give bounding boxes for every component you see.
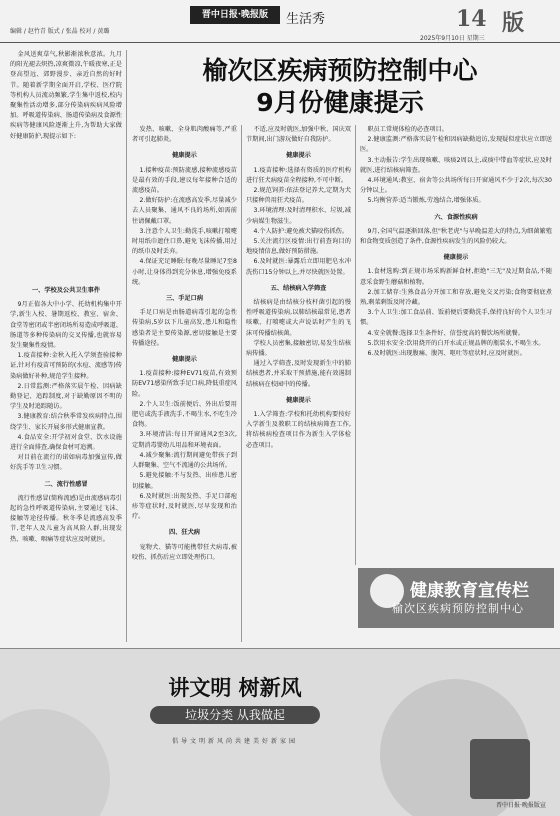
poster-credit: 晋中日报·晚报版宣 — [496, 802, 546, 809]
paragraph: 6.及时就医:出现腹痛、腹泻、呕吐等症状时,应及时就医。 — [367, 350, 526, 358]
promo-title: 健康教育宣传栏 — [410, 581, 529, 601]
subheading: 健康提示 — [286, 396, 311, 404]
paragraph: 6.及时就医:出现发热、手足口部疱疹等症状时,及时就医,尽早发现和治疗。 — [132, 492, 237, 521]
section-heading: 四、狂犬病 — [169, 529, 200, 537]
paragraph: 不适,应及时就医,加强中秋、国庆双节期间,出门游玩做好自我防护。 — [246, 126, 351, 144]
paragraph: 2.规范饲养:依法登记养犬,定期为犬只接种兽用狂犬疫苗。 — [246, 187, 351, 205]
paragraph: 4.环境通风:教室、宿舍等公共场所每日开窗通风不少于2次,每次30分钟以上。 — [360, 177, 552, 195]
paragraph: 结核病是由结核分枝杆菌引起的慢性呼吸道传染病,以肺结核最常见,患者咳嗽、打喷嚏或大声说话时产生的飞沫可传播结核菌。 — [246, 299, 351, 337]
section-heading: 六、食源性疾病 — [434, 213, 478, 221]
article-headline — [130, 55, 550, 119]
paragraph: 3.个人卫生:加工食品前、饭前便后要勤洗手,保持良好的个人卫生习惯。 — [360, 309, 552, 327]
paragraph: 职员工常规体检的必查项目。 — [367, 126, 448, 133]
paragraph: 6.及时就医:暴露后立即用肥皂水冲洗伤口15分钟以上,并尽快就医处置。 — [246, 258, 351, 276]
issue-date: 2025年9月10日 星期三 — [420, 35, 485, 42]
paragraph: 4.个人防护:避免被犬猫咬伤抓伤。 — [253, 227, 349, 235]
section-heading: 三、手足口病 — [165, 295, 204, 303]
subheading: 健康提示 — [172, 152, 197, 160]
headline-line-1: 榆次区疾病预防控制中心 — [202, 56, 478, 85]
paragraph: 4.安全就餐:选择卫生条件好、信誉度高的餐饮场所就餐。 — [367, 329, 524, 337]
paragraph: 3.注意个人卫生:勤洗手,咳嗽打喷嚏时用纸巾遮住口鼻,避免飞沫传播,用过的纸巾及时丢弃。 — [132, 227, 237, 256]
paragraph: 5.均衡营养:适当锻炼,劳逸结合,增强体质。 — [367, 197, 485, 205]
paragraph: 9月,全国气温逐渐回落,但"秋老虎"与早晚温差大的特点,为细菌繁殖和食物变质创造了条件,食源性疾病发生的风险仍较大。 — [360, 227, 552, 246]
paragraph: 2.健康监测:严格落实晨午检和因病缺勤追访,发现疑似症状应立即送医。 — [360, 136, 552, 154]
section-heading: 一、学校及公共卫生事件 — [31, 287, 101, 294]
paragraph: 2.个人卫生:饭前便后、外出后要用肥皂或洗手液洗手,不喝生水,不吃生冷食物。 — [132, 400, 237, 429]
section-heading: 二、流行性感冒 — [44, 480, 88, 488]
paragraph: 学校人员密集,接触密切,易发生结核病传播。 — [246, 339, 351, 358]
headline-line-2: 9月份健康提示 — [256, 88, 424, 117]
column-3 — [246, 125, 351, 642]
paragraph: 3.环境清理:及时清理积水、垃圾,减少病媒生物滋生。 — [246, 207, 351, 225]
paragraph: 4.保证充足睡眠:每晚尽量睡足7至8小时,让身体得到充分休息,增强免疫系统。 — [132, 258, 237, 286]
paragraph: 3.环境清洁:每日开窗通风2至3次,定期消毒婴幼儿用品和环境表面。 — [132, 431, 237, 449]
paragraph: 2.日常监测:严格落实晨午检、因病缺勤登记、追踪制度,对于缺勤原因不明的学生及时追踪随访。 — [10, 382, 122, 411]
paragraph: 1.疫苗接种:选择有资质的医疗机构进行狂犬病疫苗全程接种,不可中断。 — [246, 166, 351, 184]
section-heading: 五、结核病入学筛查 — [270, 284, 327, 292]
paragraph: 发热、咳嗽、全身肌肉酸痛等,严重者可引起肺炎。 — [132, 126, 237, 144]
paragraph: 4.减少聚集:流行期间避免带孩子到人群聚集、空气不流通的公共场所。 — [132, 451, 237, 470]
newspaper-masthead: 晋中日报·晚报版 — [190, 6, 280, 24]
paragraph: 1.入学筛查:学校和托幼机构要按好入学新生及教职工的结核病筛查工作,将结核病检查项目作为新生入学体检必查项目。 — [246, 411, 351, 449]
decorative-circle — [0, 709, 110, 816]
paragraph: 4.食品安全:开学初对食堂、饮水设施进行全面排查,确保食材可追溯。 — [10, 433, 122, 452]
promo-subtitle: 榆次区疾病预防控制中心 — [392, 602, 524, 615]
paragraph: 5.避免接触:不与发热、出疹患儿密切接触。 — [132, 472, 237, 490]
paragraph: 宠物犬、猫等可能携带狂犬病毒,被咬伤、抓伤后应立即处理伤口。 — [132, 543, 237, 561]
poster-title: 讲文明 树新风 — [168, 676, 302, 700]
column-divider — [126, 50, 127, 642]
column-4 — [360, 125, 552, 565]
column-divider — [241, 125, 242, 642]
paragraph: 1.疫苗接种:接种EV71疫苗,有效预防EV71感染所致手足口病,降低重症风险。 — [132, 370, 237, 398]
paragraph: 1.食材选购:到正规市场采购新鲜食材,拒绝"三无"及过期食品,不随意采食野生蘑菇和植物。 — [360, 268, 552, 286]
paragraph: 2.加工储存:生熟食品分开加工和存放,避免交叉污染;食物要彻底煮熟,剩菜剩饭及时冷藏。 — [360, 288, 552, 307]
recycle-bin-icon — [470, 739, 530, 799]
paragraph: 1.接种疫苗:预防流感,接种流感疫苗是最有效的手段,建议每年接种合适的流感疫苗。 — [132, 166, 237, 195]
column-divider — [355, 125, 356, 565]
paragraph: 3.健康教育:结合秋季常发疾病特点,围绕学生、家长开展多形式健康宣教。 — [10, 413, 122, 431]
page-number: 14 — [456, 6, 487, 32]
page-unit: 版 — [502, 10, 525, 36]
header-rule — [0, 42, 560, 43]
subheading: 健康提示 — [286, 152, 311, 160]
column-1 — [10, 280, 122, 642]
page-header — [0, 0, 560, 42]
paragraph: 对目前在流行的诺如病毒加强宣传,做好洗手等卫生习惯。 — [10, 454, 122, 472]
paragraph: 2.做好防护:在流感高发季,尽量减少去人员聚集、通风不良的场所,如需前往请佩戴口罩。 — [132, 197, 237, 225]
section-name: 生活秀 — [286, 12, 326, 27]
paragraph: 5.饮用水安全:饮用烧开的白开水或正规品牌的瓶装水,不喝生水。 — [367, 339, 545, 347]
paragraph: 5.关注流行区疫情:出行前查询目的地疫情信息,做好预防措施。 — [246, 238, 351, 256]
paragraph: 手足口病是由肠道病毒引起的急性传染病,5岁以下儿童高发,患儿和隐性感染者是主要传染源,密切接触是主要传播途径。 — [132, 309, 237, 347]
paragraph: 1.疫苗接种:金秋入托入学须查验接种证,针对有疫苗可预防的(水痘、流感等)传染病做好补种,规范学生接种。 — [10, 352, 122, 380]
intro-column — [10, 50, 122, 255]
poster-tagline: 倡导文明新风尚共建美好新家园 — [171, 738, 298, 745]
staff-credits: 编辑 / 赵竹青 版式 / 张晶 校对 / 黄璐 — [10, 28, 110, 35]
intro-paragraph: 金风送爽草气,秋影渐浓秋意浓。九月的阳光褪去炽热,凉爽微凉,午暖夜寒,正是登高望远、郊野漫步、亲近自然的好时节。随着新学期全面开启,学校、医疗院等机构人员流动频繁,学生集中返校,校内聚集性活动增多,部分传染病疾病风险增加。呼吸道传染病、肠道传染病及食源性疾病等健康风险逐渐上升,为帮助大家做好健康防护,现提示如下: — [10, 51, 122, 140]
subheading: 健康提示 — [172, 356, 197, 364]
paragraph: 通过入学筛查,及时发现新生中的肺结核患者,并采取干预措施,能有效遏制结核病在校园中的传播。 — [246, 360, 351, 388]
subheading: 健康提示 — [443, 254, 469, 262]
paragraph: 9月正值各大中小学、托幼机构集中开学,新生入校、暑期返校、教室、宿舍、食堂等密闭或半密闭场所易造成呼吸道、肠道等多种传染病的交叉传播,也就容易发生聚集性疫情。 — [10, 301, 122, 350]
paragraph: 流行性感冒(简称流感)是由流感病毒引起的急性呼吸道传染病,主要通过飞沫、接触等途径传播。秋冬季是流感高发季节,老年人及儿童为高风险人群,出现发热、咳嗽、咽痛等症状应及时就医。 — [10, 494, 122, 543]
column-2 — [132, 125, 237, 642]
paragraph: 3.主动报告:学生出现咳嗽、咳痰2周以上,或痰中带血等症状,应及时就医,进行结核病筛查。 — [360, 156, 552, 174]
poster-slogan: 垃圾分类 从我做起 — [150, 706, 320, 724]
